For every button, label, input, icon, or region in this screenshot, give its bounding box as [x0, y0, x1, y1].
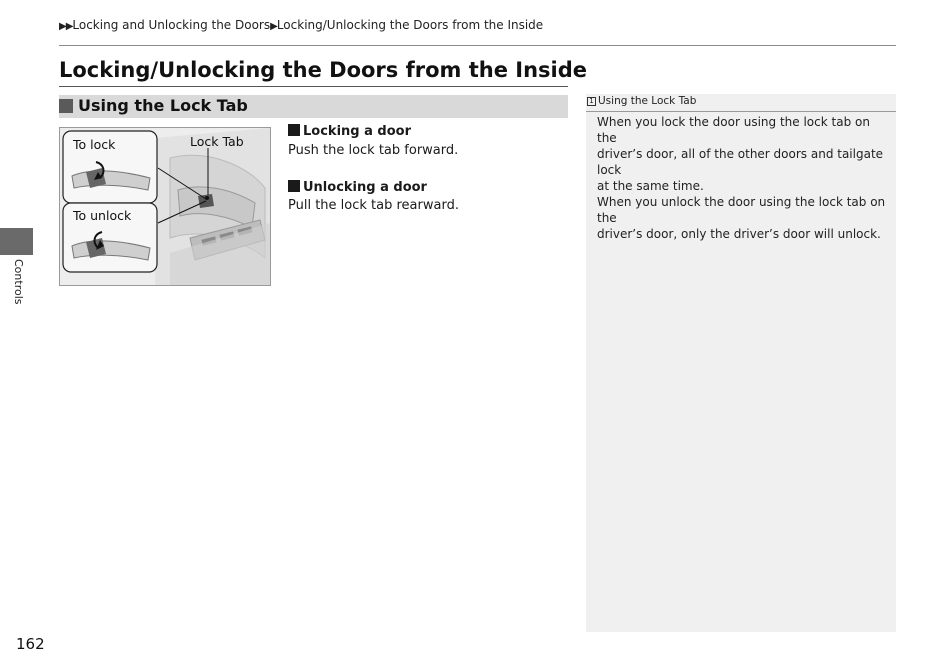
unlocking-heading: Unlocking a door: [288, 180, 427, 195]
door-panel-drawing: [60, 128, 270, 285]
chapter-tab-marker: [0, 228, 33, 255]
to-unlock-label: To unlock: [73, 208, 132, 223]
note-header: [586, 94, 896, 112]
note-line: at the same time.: [597, 179, 704, 193]
locking-heading: Locking a door: [288, 124, 411, 139]
note-heading: Using the Lock Tab: [598, 95, 697, 107]
note-panel: [586, 94, 896, 632]
breadcrumb-arrow-icon: ▶▶: [59, 21, 73, 32]
to-lock-label: To lock: [73, 137, 116, 152]
note-line: driver’s door, only the driver’s door will unlock.: [597, 227, 881, 241]
title-divider: [59, 86, 568, 87]
note-line: When you unlock the door using the lock tab on the: [597, 195, 886, 225]
page-number: 162: [16, 635, 45, 653]
bullet-square-icon: [288, 124, 300, 136]
note-line: driver’s door, all of the other doors and tailgate lock: [597, 147, 884, 177]
breadcrumb-item-locking-unlocking[interactable]: Locking and Unlocking the Doors: [72, 18, 271, 32]
locking-text: Push the lock tab forward.: [288, 143, 459, 158]
chapter-label: Controls: [12, 259, 25, 305]
note-body: [597, 114, 889, 242]
lock-tab-illustration: [59, 127, 271, 286]
section-title: Using the Lock Tab: [78, 96, 248, 115]
section-square-icon: [59, 99, 73, 113]
breadcrumb: [59, 18, 543, 32]
lock-tab-label: Lock Tab: [190, 134, 244, 149]
section-header: [59, 95, 568, 118]
header-divider: [59, 45, 896, 46]
breadcrumb-item-current: Locking/Unlocking the Doors from the Inside: [276, 18, 544, 32]
bullet-square-icon: [288, 180, 300, 192]
breadcrumb-arrow-icon: ▶: [270, 21, 277, 32]
unlocking-text: Pull the lock tab rearward.: [288, 198, 459, 213]
page-title: Locking/Unlocking the Doors from the Inside: [59, 58, 587, 82]
note-reference-icon: 1: [587, 97, 596, 106]
note-line: When you lock the door using the lock tab on the: [597, 115, 870, 145]
